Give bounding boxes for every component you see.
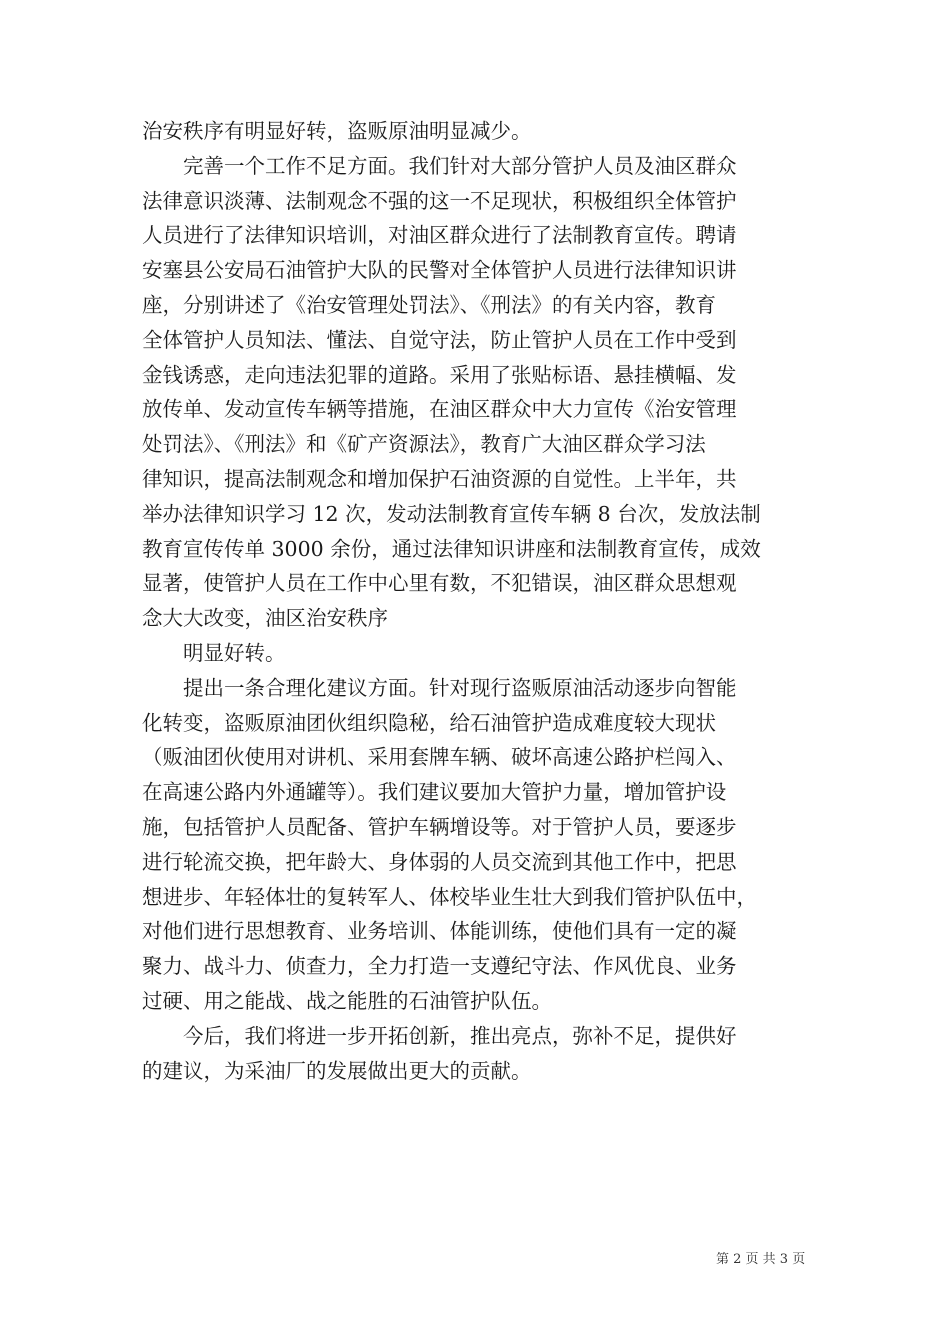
text-line: 今后，我们将进一步开拓创新，推出亮点，弥补不足，提供好 — [183, 1023, 737, 1048]
text-line: 过硬、用之能战、战之能胜的石油管护队伍。 — [142, 988, 552, 1013]
text-line: 人员进行了法律知识培训，对油区群众进行了法制教育宣传。聘请 — [142, 223, 737, 248]
text-line: 举办法律知识学习 12 次，发动法制教育宣传车辆 8 台次，发放法制 — [142, 501, 761, 526]
text-line: 的建议，为采油厂的发展做出更大的贡献。 — [142, 1058, 532, 1083]
text-line: 安塞县公安局石油管护大队的民警对全体管护人员进行法律知识讲 — [142, 258, 737, 283]
page-number: 第 2 页 共 3 页 — [716, 1252, 806, 1267]
text-line: 念大大改变，油区治安秩序 — [142, 606, 388, 631]
text-line: 想进步、年轻体壮的复转军人、体校毕业生壮大到我们管护队伍中， — [142, 884, 757, 909]
text-line: （贩油团伙使用对讲机、采用套牌车辆、破坏高速公路护栏闯入、 — [142, 745, 737, 770]
text-line: 律知识，提高法制观念和增加保护石油资源的自觉性。上半年，共 — [142, 466, 737, 491]
text-line: 座，分别讲述了《治安管理处罚法》、《刑法》的有关内容，教育 — [142, 292, 716, 317]
text-line: 完善一个工作不足方面。我们针对大部分管护人员及油区群众 — [183, 153, 737, 178]
text-line: 进行轮流交换，把年龄大、身体弱的人员交流到其他工作中，把思 — [142, 849, 737, 874]
text-line: 提出一条合理化建议方面。针对现行盗贩原油活动逐步向智能 — [183, 675, 737, 700]
text-line: 法律意识淡薄、法制观念不强的这一不足现状，积极组织全体管护 — [142, 188, 737, 213]
text-line: 明显好转。 — [183, 640, 286, 665]
text-line: 对他们进行思想教育、业务培训、体能训练，使他们具有一定的凝 — [142, 919, 737, 944]
text-line: 显著，使管护人员在工作中心里有数，不犯错误，油区群众思想观 — [142, 571, 737, 596]
text-line: 处罚法》、《刑法》和《矿产资源法》，教育广大油区群众学习法 — [142, 432, 706, 457]
text-line: 聚力、战斗力、侦查力，全力打造一支遵纪守法、作风优良、业务 — [142, 954, 737, 979]
text-line: 金钱诱惑，走向违法犯罪的道路。采用了张贴标语、悬挂横幅、发 — [142, 362, 737, 387]
text-line: 治安秩序有明显好转，盗贩原油明显减少。 — [142, 119, 532, 143]
text-line: 放传单、发动宣传车辆等措施，在油区群众中大力宣传《治安管理 — [142, 397, 737, 422]
text-line: 化转变，盗贩原油团伙组织隐秘，给石油管护造成难度较大现状 — [142, 710, 716, 735]
text-line: 在高速公路内外通罐等）。我们建议要加大管护力量，增加管护设 — [142, 780, 727, 805]
text-line: 全体管护人员知法、懂法、自觉守法，防止管护人员在工作中受到 — [142, 327, 737, 352]
text-line: 施，包括管护人员配备、管护车辆增设等。对于管护人员，要逐步 — [142, 814, 737, 839]
text-line: 教育宣传传单 3000 余份，通过法律知识讲座和法制教育宣传，成效 — [142, 536, 761, 561]
document-body — [142, 114, 822, 1088]
